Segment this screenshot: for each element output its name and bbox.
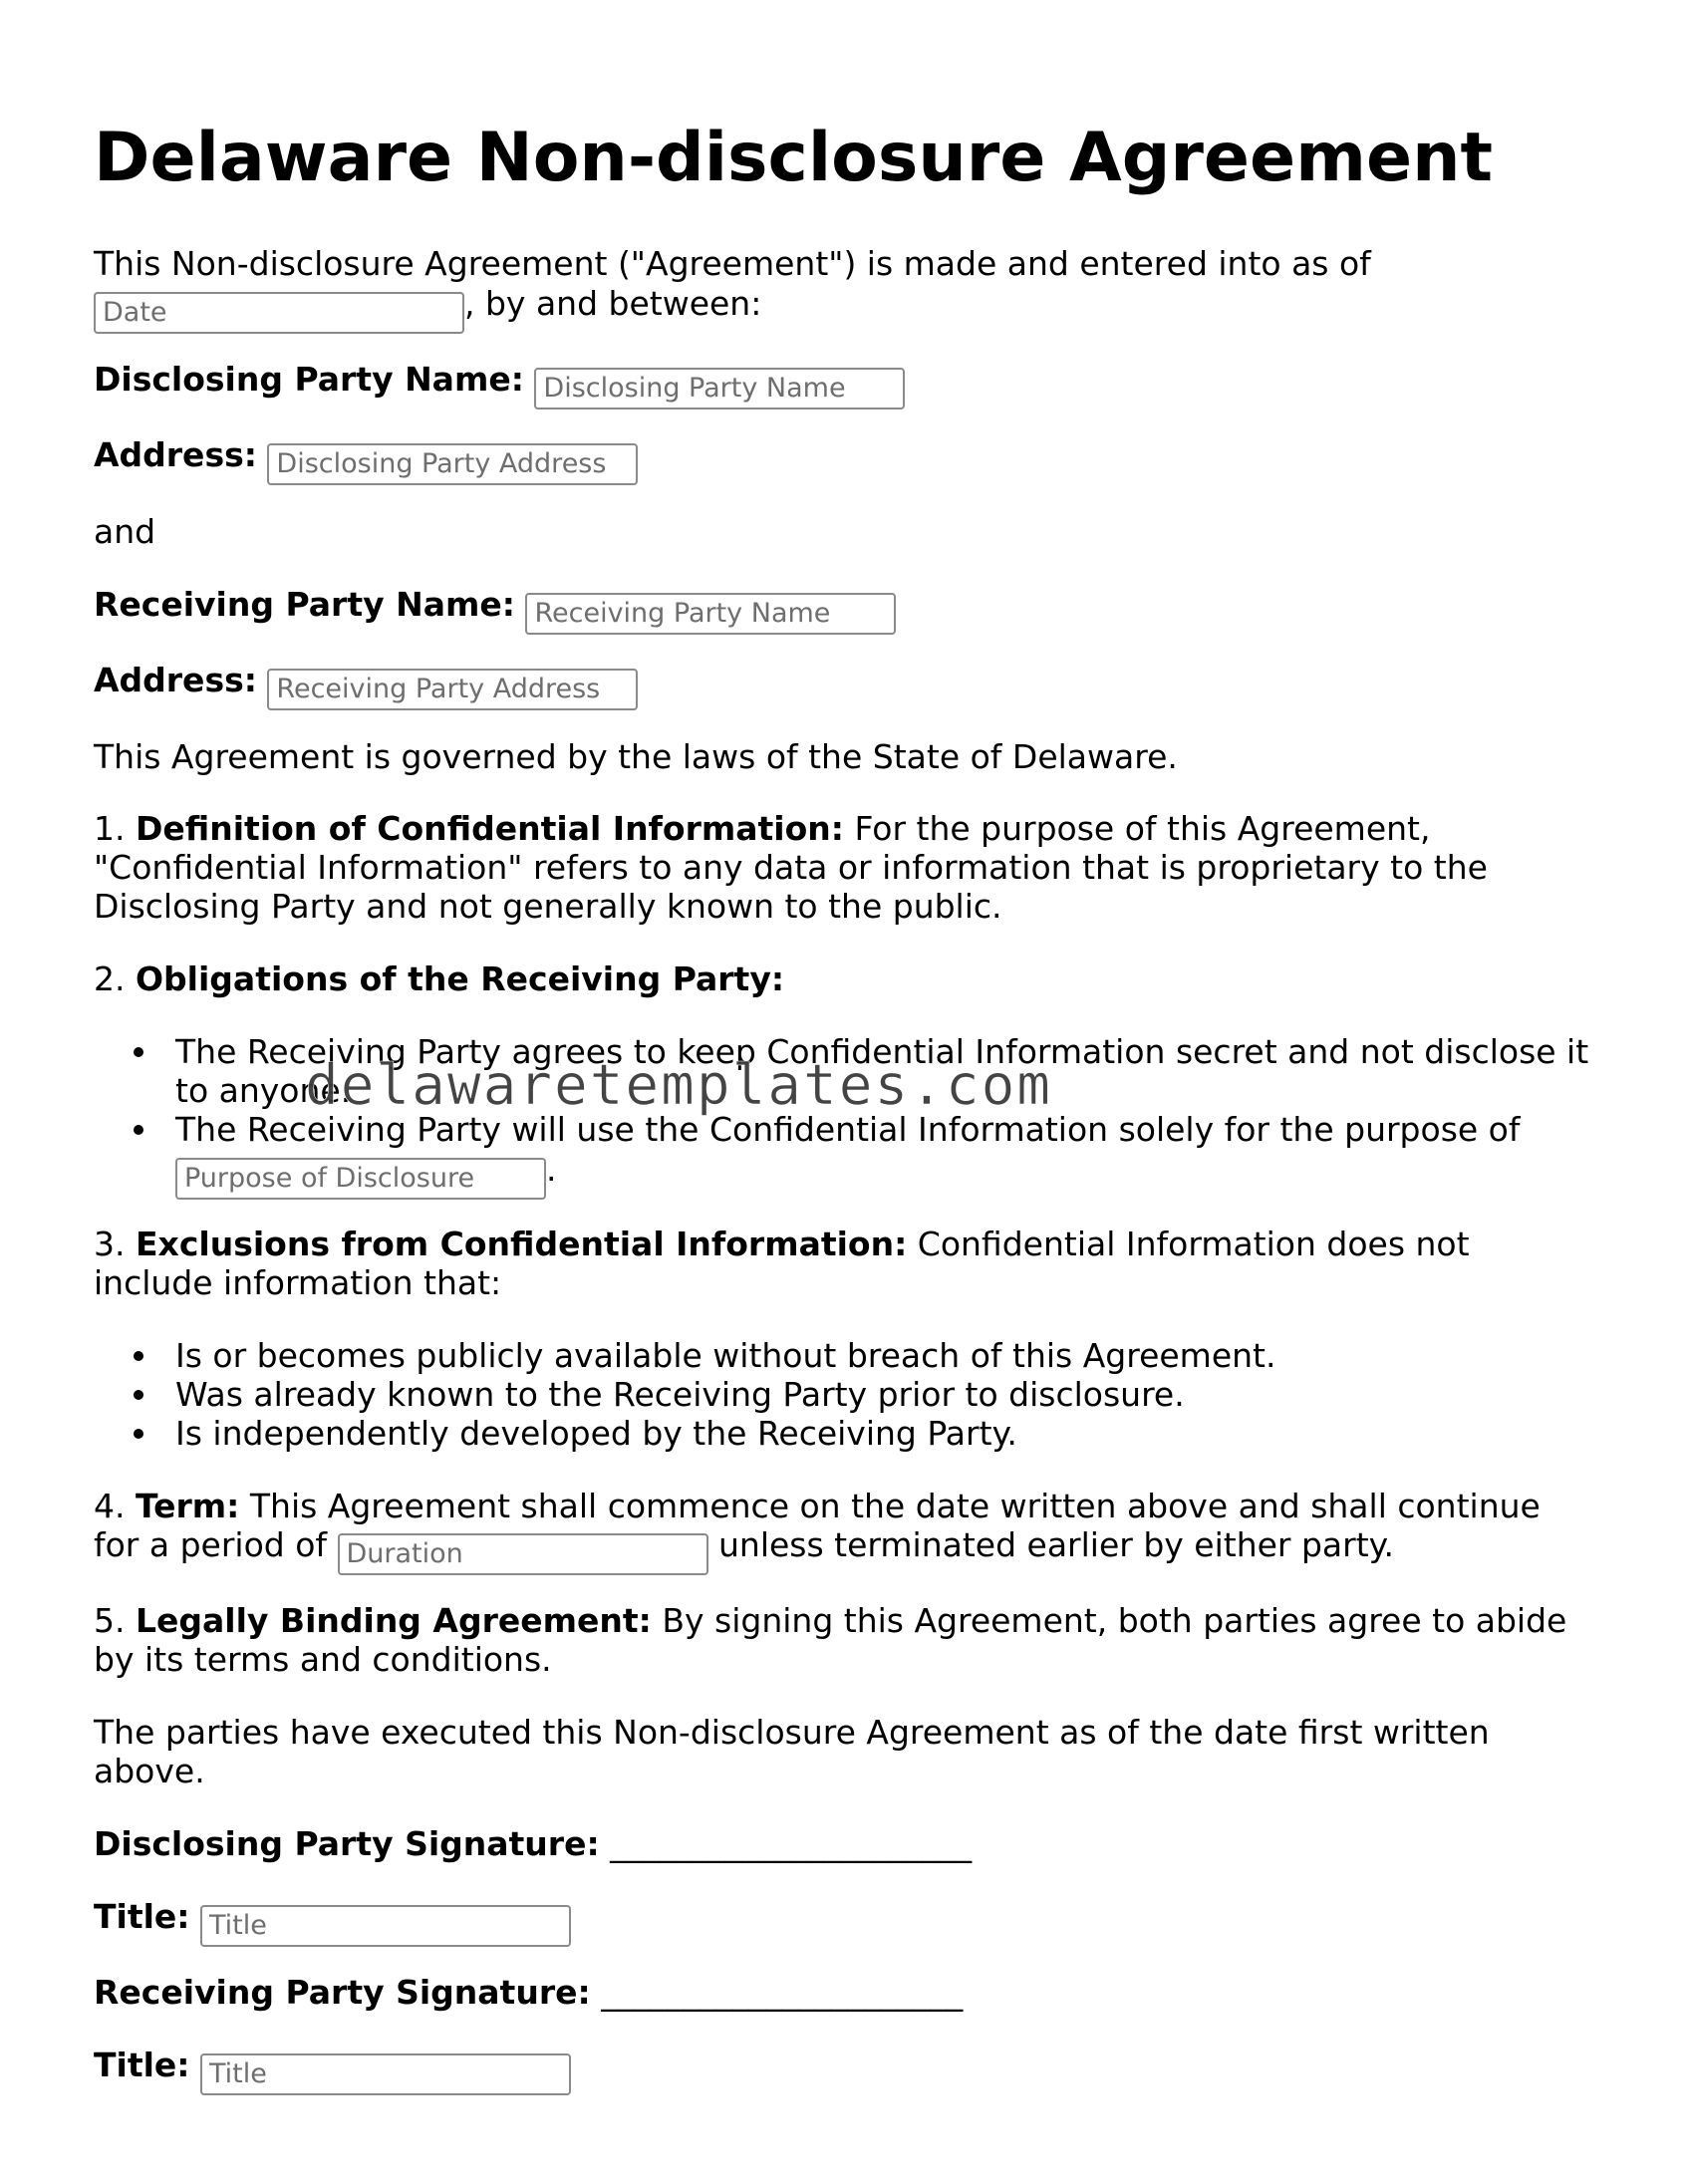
disclosing-address-row bbox=[94, 435, 638, 485]
section5-number: 5. bbox=[94, 1601, 126, 1640]
disclosing-party-name-input[interactable] bbox=[534, 368, 905, 410]
section1-line3: Disclosing Party and not generally known to the public. bbox=[94, 887, 1002, 926]
disclosing-name-label: Disclosing Party Name: bbox=[94, 360, 524, 399]
section2-bullet1-line1: The Receiving Party agrees to keep Confidential Information secret and not disclose it bbox=[175, 1032, 1589, 1071]
intro-date-line bbox=[94, 284, 761, 334]
section1-line1 bbox=[94, 809, 1430, 849]
purpose-of-disclosure-input[interactable] bbox=[175, 1158, 546, 1200]
disclosing-party-address-input[interactable] bbox=[267, 443, 638, 485]
section2-bullet1-line2: to anyone. bbox=[175, 1071, 352, 1110]
disclosing-title-input[interactable] bbox=[200, 1905, 571, 1947]
section1-number: 1. bbox=[94, 809, 126, 848]
document-title: Delaware Non-disclosure Agreement bbox=[94, 119, 1494, 197]
receiving-title-row bbox=[94, 2046, 571, 2095]
receiving-signature-row bbox=[94, 1973, 963, 2013]
execution-line1: The parties have executed this Non-disclosure Agreement as of the date first written bbox=[94, 1713, 1490, 1752]
section3-number: 3. bbox=[94, 1225, 126, 1263]
section3-text: Confidential Information does not bbox=[907, 1225, 1470, 1263]
intro-after-text: , by and between: bbox=[464, 284, 762, 323]
section1-text: For the purpose of this Agreement, bbox=[843, 809, 1431, 848]
section2-number: 2. bbox=[94, 959, 126, 998]
section4-heading: Term: bbox=[136, 1487, 240, 1525]
disclosing-address-label: Address: bbox=[94, 435, 257, 474]
section1-heading: Definition of Confidential Information: bbox=[136, 809, 844, 848]
section4-line2-before: for a period of bbox=[94, 1525, 338, 1564]
receiving-party-address-input[interactable] bbox=[267, 669, 638, 710]
intro-text: This Non-disclosure Agreement ("Agreement") is made and entered into as of bbox=[94, 244, 1371, 283]
section2-heading-line bbox=[94, 959, 784, 999]
receiving-title-label: Title: bbox=[94, 2046, 190, 2084]
disclosing-signature-label: Disclosing Party Signature: bbox=[94, 1824, 600, 1863]
section3-bullet: Is independently developed by the Receiving Party. bbox=[175, 1414, 1017, 1453]
section4-line2 bbox=[94, 1525, 1394, 1575]
disclosing-name-row bbox=[94, 360, 905, 410]
receiving-signature-label: Receiving Party Signature: bbox=[94, 1973, 591, 2012]
section5-text: By signing this Agreement, both parties agree to abide bbox=[651, 1601, 1567, 1640]
section2-heading: Obligations of the Receiving Party: bbox=[136, 959, 785, 998]
section3-line2: include information that: bbox=[94, 1263, 502, 1302]
section1-line2: "Confidential Information" refers to any data or information that is proprietary to the bbox=[94, 848, 1488, 887]
section4-number: 4. bbox=[94, 1487, 126, 1525]
and-text: and bbox=[94, 512, 156, 551]
section3-bullet: Was already known to the Receiving Party prior to disclosure. bbox=[175, 1375, 1185, 1414]
receiving-party-name-input[interactable] bbox=[525, 593, 896, 635]
section2-bullet2-line1: The Receiving Party will use the Confidential Information solely for the purpose of bbox=[175, 1110, 1521, 1149]
disclosing-title-row bbox=[94, 1897, 571, 1947]
governing-law-text: This Agreement is governed by the laws of the State of Delaware. bbox=[94, 737, 1178, 776]
section3-line1 bbox=[94, 1225, 1470, 1264]
section4-line1 bbox=[94, 1487, 1541, 1526]
section4-text: This Agreement shall commence on the date written above and shall continue bbox=[239, 1487, 1541, 1525]
disclosing-title-label: Title: bbox=[94, 1897, 190, 1936]
date-input[interactable] bbox=[94, 292, 464, 334]
section3-heading: Exclusions from Confidential Information: bbox=[136, 1225, 908, 1263]
receiving-title-input[interactable] bbox=[200, 2053, 571, 2095]
section5-line1 bbox=[94, 1601, 1566, 1641]
section2-bullet2-line2 bbox=[175, 1150, 557, 1200]
section2-bullet2-end: . bbox=[546, 1150, 557, 1189]
disclosing-signature-line[interactable]: ______________________ bbox=[610, 1824, 973, 1863]
execution-line2: above. bbox=[94, 1752, 205, 1790]
receiving-signature-line[interactable]: ______________________ bbox=[601, 1973, 964, 2012]
receiving-name-row bbox=[94, 585, 896, 635]
disclosing-signature-row bbox=[94, 1824, 972, 1864]
duration-input[interactable] bbox=[338, 1533, 708, 1575]
receiving-address-row bbox=[94, 661, 638, 710]
receiving-address-label: Address: bbox=[94, 661, 257, 699]
section3-bullet: Is or becomes publicly available without breach of this Agreement. bbox=[175, 1336, 1276, 1375]
section4-line2-after: unless terminated earlier by either party. bbox=[707, 1525, 1394, 1564]
receiving-name-label: Receiving Party Name: bbox=[94, 585, 515, 624]
watermark: delawaretemplates.com bbox=[305, 1053, 1053, 1118]
section5-line2: by its terms and conditions. bbox=[94, 1640, 552, 1679]
section5-heading: Legally Binding Agreement: bbox=[136, 1601, 652, 1640]
